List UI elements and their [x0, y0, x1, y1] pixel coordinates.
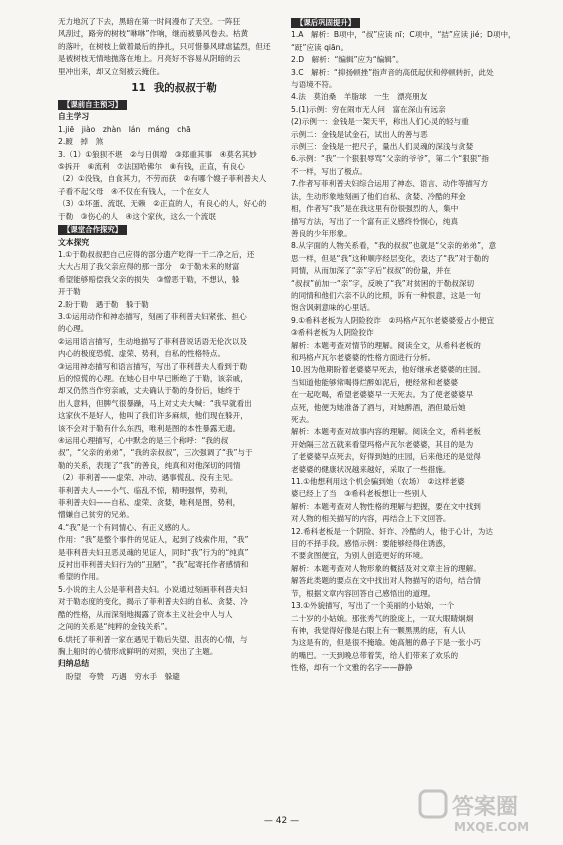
answer-line: 2.盼于勒 遇于勒 躲于勒	[58, 299, 149, 309]
answer-line: 希望能够赔偿我父亲的损失 ③憎恶于勒，不想认，躲	[58, 274, 240, 284]
answer-line: ⑤拆开 ⑥流利 ⑦法国哈佛尔 ⑧有钱，正直，有良心	[58, 162, 245, 172]
answer-line: 4.“我”是一个有同情心、有正义感的人。	[58, 522, 195, 532]
answer-line: 不要贪图便宜，为别人创造更好的环境。	[291, 551, 428, 561]
answer-line: 6.示例：“我”一个狠狠辱骂“父亲的爷爷”，第二个“狠狠”指	[291, 154, 489, 164]
watermark-url: MXQE.COM	[454, 820, 530, 834]
answer-line: 解答此类题的要点在文中找出对人物描写的语句，结合情	[291, 576, 481, 586]
answer-line: 和玛格卢瓦尔老婆婆的性格方面进行分析。	[291, 352, 436, 362]
text-line: 风刮过，路旁的树枝“咻咻”作响，继而被暴风卷去。枯黄	[58, 29, 249, 39]
answer-line: 3.（1）①狼狈不堪 ②与日俱增 ③郑重其事 ④莫名其妙	[58, 149, 257, 159]
answer-line: 解析：本题考查对情节的理解。阅读全文，从希科老板的	[291, 340, 481, 350]
answer-line: 1.A 解析：B项中，“叔”应读 nī；C项中，“拮”应读 jié；D项中，	[291, 30, 516, 40]
answer-line: 与语境不符。	[291, 80, 337, 90]
answer-line: 憎嫌自己贫穷的兄弟。	[58, 510, 134, 520]
paragraph-continued	[58, 16, 290, 78]
answer-line: 对人物的相关描写的内容，再结合上下文回答。	[291, 514, 451, 524]
answer-line: 之间的关系是“纯粹的金钱关系”。	[58, 622, 173, 632]
answer-line: 11.①他想利用这个机会骗到她（农场） ②这样老婆	[291, 477, 465, 487]
answer-line: 希望的作用。	[58, 572, 104, 582]
answer-line: “叔叔”前加一“亲”字，反映了“我”对贫困的于勒叔深切	[291, 278, 475, 288]
text-line: 无力地沉了下去，黑暗在第一时间漫布了天空。一阵狂	[58, 17, 241, 26]
sub-heading-text-inquiry: 文本探究	[58, 237, 90, 247]
answer-line: 叔”，“父亲的弟弟”，“我的亲叔叔”，三次强调了“我”与于	[58, 448, 253, 458]
answer-line: 该不会对于勒有什么东西，唯利是图的本性暴露无遗。	[58, 423, 241, 433]
answer-line: 法，生动形象地刻画了他们自私、贪婪、冷酷的拜金	[291, 191, 466, 201]
answer-line: 相，作者写“我”是在我这里有份很强烈的人，集中	[291, 204, 459, 214]
answer-line: 酷的性格，从而深刻地揭露了资本主义社会中人与人	[58, 609, 233, 619]
sub-heading-self-study: 自主学习	[58, 112, 90, 122]
text-line: 是被树枝无情地抛落在地上。月亮好不容易从阴暗的云	[58, 54, 241, 64]
answer-line: （2）①没钱，自食其力，不劳而获 ②有哪个嫂子菲利普夫人	[58, 174, 267, 184]
lesson-number: 11	[131, 82, 146, 95]
lesson-name: 我的叔叔于勒	[153, 82, 217, 95]
answer-line: 2.D 解析：“编辑”应为“编辑”。	[291, 55, 404, 65]
answer-line: 善良的少年形象。	[291, 228, 352, 238]
answer-line: 老婆婆的健康状况越来越好，采取了一些措施。	[291, 464, 451, 474]
answer-line: 4.法 莫泊桑 羊脂球 一生 漂亮朋友	[291, 92, 428, 102]
answer-block-preview	[58, 124, 290, 223]
answer-line: 却又仍然当作穷亲戚，丈夫确认于勒的身份后，她终于	[58, 386, 241, 396]
answer-line: 大大占用了我父亲应得的那一部分 ②于勒未来的财富	[58, 262, 240, 272]
answer-line: 勒的关系，表现了“我”的善良，纯真和对他深切的同情	[58, 460, 241, 470]
watermark-logo	[416, 787, 548, 835]
answer-line: 性格，却有一个文雅的名字——静静	[291, 663, 413, 673]
section-header-after-class: 【课后巩固提升】	[291, 18, 360, 28]
answer-line: 同情，从而加深了“亲”字后“叔叔”的份量，并在	[291, 266, 452, 276]
answer-line: 作用：“我”是整个事件的见证人，起到了线索作用，“我”	[58, 535, 249, 545]
sub-heading-summary: 归纳总结	[58, 659, 90, 669]
answer-line: 了老婆婆早点死去，好得到她的庄园，后来他还的是觉得	[291, 452, 481, 462]
lesson-title	[58, 81, 290, 96]
answer-line: （3）①坏蛋、流氓、无赖 ②正直的人，有良心的人，好心的	[58, 199, 267, 209]
answer-line: 解析：本题考查对人物形象的概括及对文章主旨的理解。	[291, 563, 481, 573]
section-header-class: 【课堂合作探究】	[58, 225, 127, 235]
answer-line: 开于勒	[58, 287, 81, 297]
answer-line: （2）菲利普——虚荣、冲动、遇事慌乱、没有主见。	[58, 473, 238, 483]
answer-line: 的心理。	[58, 324, 89, 334]
watermark-text: 答案圈	[452, 795, 519, 820]
answer-block-after-class	[291, 29, 531, 674]
answer-line: 1.jiē jiào zhàn lán máng chā	[58, 124, 191, 134]
answer-line: 13.①外貌描写，写出了一个美丽的小姑娘，一个	[291, 601, 455, 611]
left-column	[58, 16, 290, 683]
answer-line: 对于勒态度的变化，揭示了菲利普夫妇的自私、贪婪、冷	[58, 597, 248, 607]
answer-line: 开始隔三岔五就来看望玛格卢瓦尔老婆婆，其目的是为	[291, 439, 474, 449]
answer-line: 二十岁的小姑娘。那张秀气的脸庞上，一双大眼睛炯炯	[291, 613, 474, 623]
answer-line: 婆已经上了当 ③希科老板想让一些别人	[291, 489, 427, 499]
answer-line: 这家伙不是好人，他叫了我们许多麻烦，他们现在躲开，	[58, 411, 248, 421]
answer-line: 是菲利普夫妇丑恶灵魂的见证人，同时“我”行为的“纯真”	[58, 547, 249, 557]
answer-line: 菲利普夫人——小气、临乱不惊，精明强悍，势利，	[58, 485, 233, 495]
answer-line: 10.因为他期盼着老婆婆早死去，他好继承老婆婆的庄园。	[291, 365, 486, 375]
answer-line: 点死，他便为她准备了酒与，对她醉酒，酒但最后她	[291, 402, 466, 412]
answer-line: ③希科老板为人阴险狡诈	[291, 328, 374, 338]
text-line: 里冲出来，却又立刻被云掩住。	[58, 66, 165, 76]
answer-line: 有神，我觉得好像是右眼上有一颗黑黑的痣，有人认	[291, 625, 466, 635]
summary-line: 盼望 夸赞 巧遇 穷水手 躲避	[66, 671, 180, 681]
answer-line: 后的惊慌的心理。在她心目中早已断绝了于勒，该亲戚，	[58, 373, 248, 383]
answer-line: 于勒 ③伤心的人 ④这个家伙，这么一个流氓	[58, 211, 216, 221]
section-header-preview: 【课前自主预习】	[58, 100, 127, 110]
answer-line: 12.希科老板是一个阴险、奸诈、冷酷的人，他于心计，为达	[291, 526, 493, 536]
answer-line: 死去。	[291, 415, 314, 424]
answer-line: ④运用心理描写，心中默念的是三个称呼：“我的叔	[58, 436, 229, 445]
answer-line: 2.踱 掉 煞	[58, 137, 104, 147]
answer-line: 反衬出菲利普夫妇行为的“丑陋”，“我”起寄托作者感情和	[58, 560, 249, 570]
answer-line: ②运用语言描写，生动地描写了菲利普说话语无伦次以及	[58, 336, 248, 346]
right-column	[291, 16, 531, 675]
answer-line: 示例二：金钱是试金石，试出人的善与恶	[291, 129, 428, 139]
answer-line: 9.①希科老板为人阴险狡诈 ②玛格卢瓦尔老婆婆爱占小便宜	[291, 315, 495, 325]
answer-line: “跹”应读 qiān。	[291, 42, 349, 52]
text-line: 的落叶，在树枝上做着最后的挣扎，只可惜暴风肆虐猛烈，但还	[58, 41, 271, 51]
answer-line: 1.①于勒叔叔把自己应得的部分遗产吃得一干二净之后，还	[58, 249, 255, 259]
answer-line: 当知道他能够常喝得烂醉如泥后，便经常和老婆婆	[291, 377, 459, 387]
answer-line: 5.(1)示例：穷在闹市无人问 富在深山有远亲	[291, 104, 446, 114]
answer-line: 思一样，但是“我”这种顺序经层变化，表达了“我”对于勒的	[291, 253, 489, 263]
answer-line: 的嘴巴。一天到晚总带着笑，给人们带来了欢乐的	[291, 650, 459, 660]
answer-line: 5.小说的主人公是菲利普夫妇。小说通过刻画菲利普夫妇	[58, 584, 248, 594]
answer-line: 菲利普夫妇——自私、虚荣、贪婪，唯利是图，势利，	[58, 498, 241, 508]
answer-line: 8.从字面的人物关系看，“我的叔叔”也就是“父亲的弟弟”，意	[291, 241, 497, 251]
answer-line: 在一起吃喝，希望老婆婆早一天死去。为了使老婆婆早	[291, 390, 474, 400]
answer-line: 出人意料，但脾气很暴躁，马上对丈夫大喊：“我早就看出	[58, 398, 252, 408]
answer-line: 6.烘托了菲利普一家在遇见于勒后失望、沮丧的心情，与	[58, 634, 248, 644]
answer-line: 描写方法，写出了一个富有正义感终怜悯心，纯真	[291, 216, 459, 226]
answer-line: (2)示例一：金钱是一架天平，称出人们心灵的轻与重	[291, 117, 469, 127]
answer-line: 3.①运用动作和神态描写，刻画了菲利普夫妇紧张、担心	[58, 311, 247, 321]
answer-line: 内心的极度恐慌、虚荣、势利，自私的性格特点。	[58, 349, 226, 359]
answer-line: 解析：本题考查对故事内容的理解。阅读全文，希科老板	[291, 427, 481, 437]
page-number: — 42 —	[263, 816, 300, 826]
answer-line: 3.C 解析：“抑扬顿挫”指声音的高低起伏和停顿转折，此处	[291, 67, 494, 77]
answer-line: 的同情和他们六亲不认的比照，诉有一种恨意，这是一句	[291, 290, 481, 300]
answer-line: 目的不择手段。感悟示例：要能够经得住诱惑，	[291, 539, 451, 549]
answer-line: 示例三：金钱是一把尺子，量出人们灵魂的深浅与贪婪	[291, 142, 474, 152]
answer-line: 7.作者写菲利普夫妇综合运用了神态、语言、动作等描写方	[291, 179, 489, 189]
answer-line: 节，根据文章内容回答自己感悟出的道理。	[291, 588, 436, 598]
answer-line: 子看不起父母 ④不仅在有钱人，一个在女人	[58, 186, 210, 196]
answer-line: 不一样，写出了极点。	[291, 166, 367, 176]
answer-block-inquiry	[58, 249, 290, 658]
answer-line: 饱含讽刺意味的心里话。	[291, 303, 375, 313]
answer-line: ③运用神态描写和语言描写，写出了菲利普夫人看到于勒	[58, 361, 248, 371]
answer-line: 胸上船时的心情形成鲜明的对照，突出了主题。	[58, 646, 218, 656]
answer-line: 解析：本题考查对人物性格的理解与把握，要在文中找到	[291, 501, 481, 511]
answer-line: 为这是有的，但是很不掩瑜。她高翘的鼻子下是一张小巧	[291, 638, 481, 648]
